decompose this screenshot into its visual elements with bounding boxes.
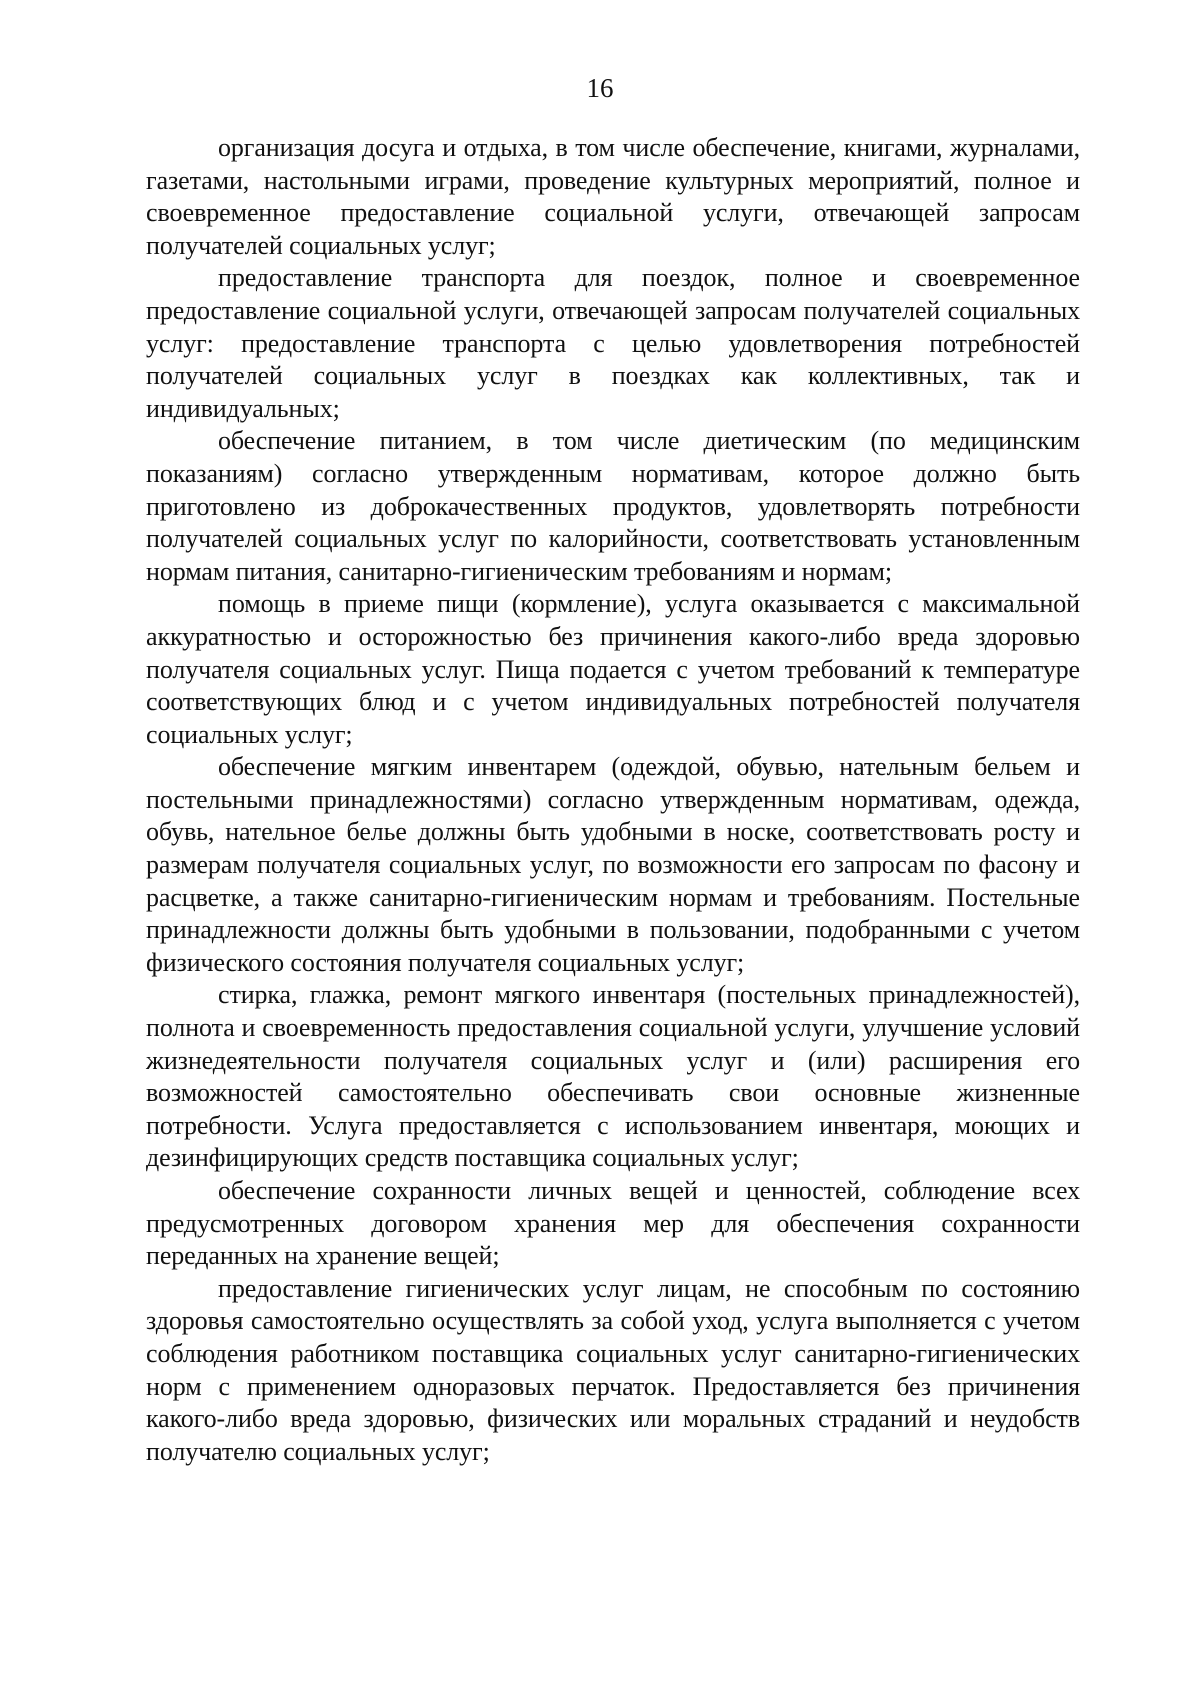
- paragraph-soft-inventory: обеспечение мягким инвентарем (одеждой, обувью, нательным бельем и постельными принадлежностями) согласно утвержденным нормативам, одежда, обувь, нательное белье должны быть удобными в носке, соответствовать росту и размерам получателя социальных услуг, по возможности его запросам по фасону и расцветке, а также санитарно-гигиеническим нормам и требованиям. Постельные принадлежности должны быть удобными в пользовании, подобранными с учетом физического состояния получателя социальных услуг;: [146, 752, 1080, 977]
- page-number: 16: [586, 73, 614, 103]
- paragraph-nutrition: обеспечение питанием, в том числе диетическим (по медицинским показаниям) согласно утвержденным нормативам, которое должно быть приготовлено из доброкачественных продуктов, удовлетворять потребности получателей социальных услуг по калорийности, соответствовать установленным нормам питания, санитарно-гигиеническим требованиям и нормам;: [146, 426, 1080, 586]
- paragraph-leisure: организация досуга и отдыха, в том числе обеспечение, книгами, журналами, газетами, настольными играми, проведение культурных мероприятий, полное и своевременное предоставление социальной услуги, отвечающей запросам получателей социальных услуг;: [146, 133, 1080, 260]
- paragraph-hygiene-services: предоставление гигиенических услуг лицам, не способным по состоянию здоровья самостоятельно осуществлять за собой уход, услуга выполняется с учетом соблюдения работником поставщика социальных услуг санитарно-гигиенических норм с применением одноразовых перчаток. Предоставляется без причинения какого-либо вреда здоровью, физических или моральных страданий и неудобств получателю социальных услуг;: [146, 1273, 1080, 1466]
- document-body: [146, 132, 1080, 1468]
- paragraph-transport: предоставление транспорта для поездок, полное и своевременное предоставление социальной услуги, отвечающей запросам получателей социальных услуг: предоставление транспорта с целью удовлетворения потребностей получателей социальных услуг в поездках как коллективных, так и индивидуальных;: [146, 263, 1080, 423]
- paragraph-belongings-safekeeping: обеспечение сохранности личных вещей и ценностей, соблюдение всех предусмотренных договором хранения мер для обеспечения сохранности переданных на хранение вещей;: [146, 1176, 1080, 1271]
- paragraph-feeding-assistance: помощь в приеме пищи (кормление), услуга оказывается с максимальной аккуратностью и осторожностью без причинения какого-либо вреда здоровью получателя социальных услуг. Пища подается с учетом требований к температуре соответствующих блюд и с учетом индивидуальных потребностей получателя социальных услуг;: [146, 589, 1080, 749]
- paragraph-laundry: стирка, глажка, ремонт мягкого инвентаря (постельных принадлежностей), полнота и своевременность предоставления социальной услуги, улучшение условий жизнедеятельности получателя социальных услуг и (или) расширения его возможностей самостоятельно обеспечивать свои основные жизненные потребности. Услуга предоставляется с использованием инвентаря, моющих и дезинфицирующих средств поставщика социальных услуг;: [146, 980, 1080, 1173]
